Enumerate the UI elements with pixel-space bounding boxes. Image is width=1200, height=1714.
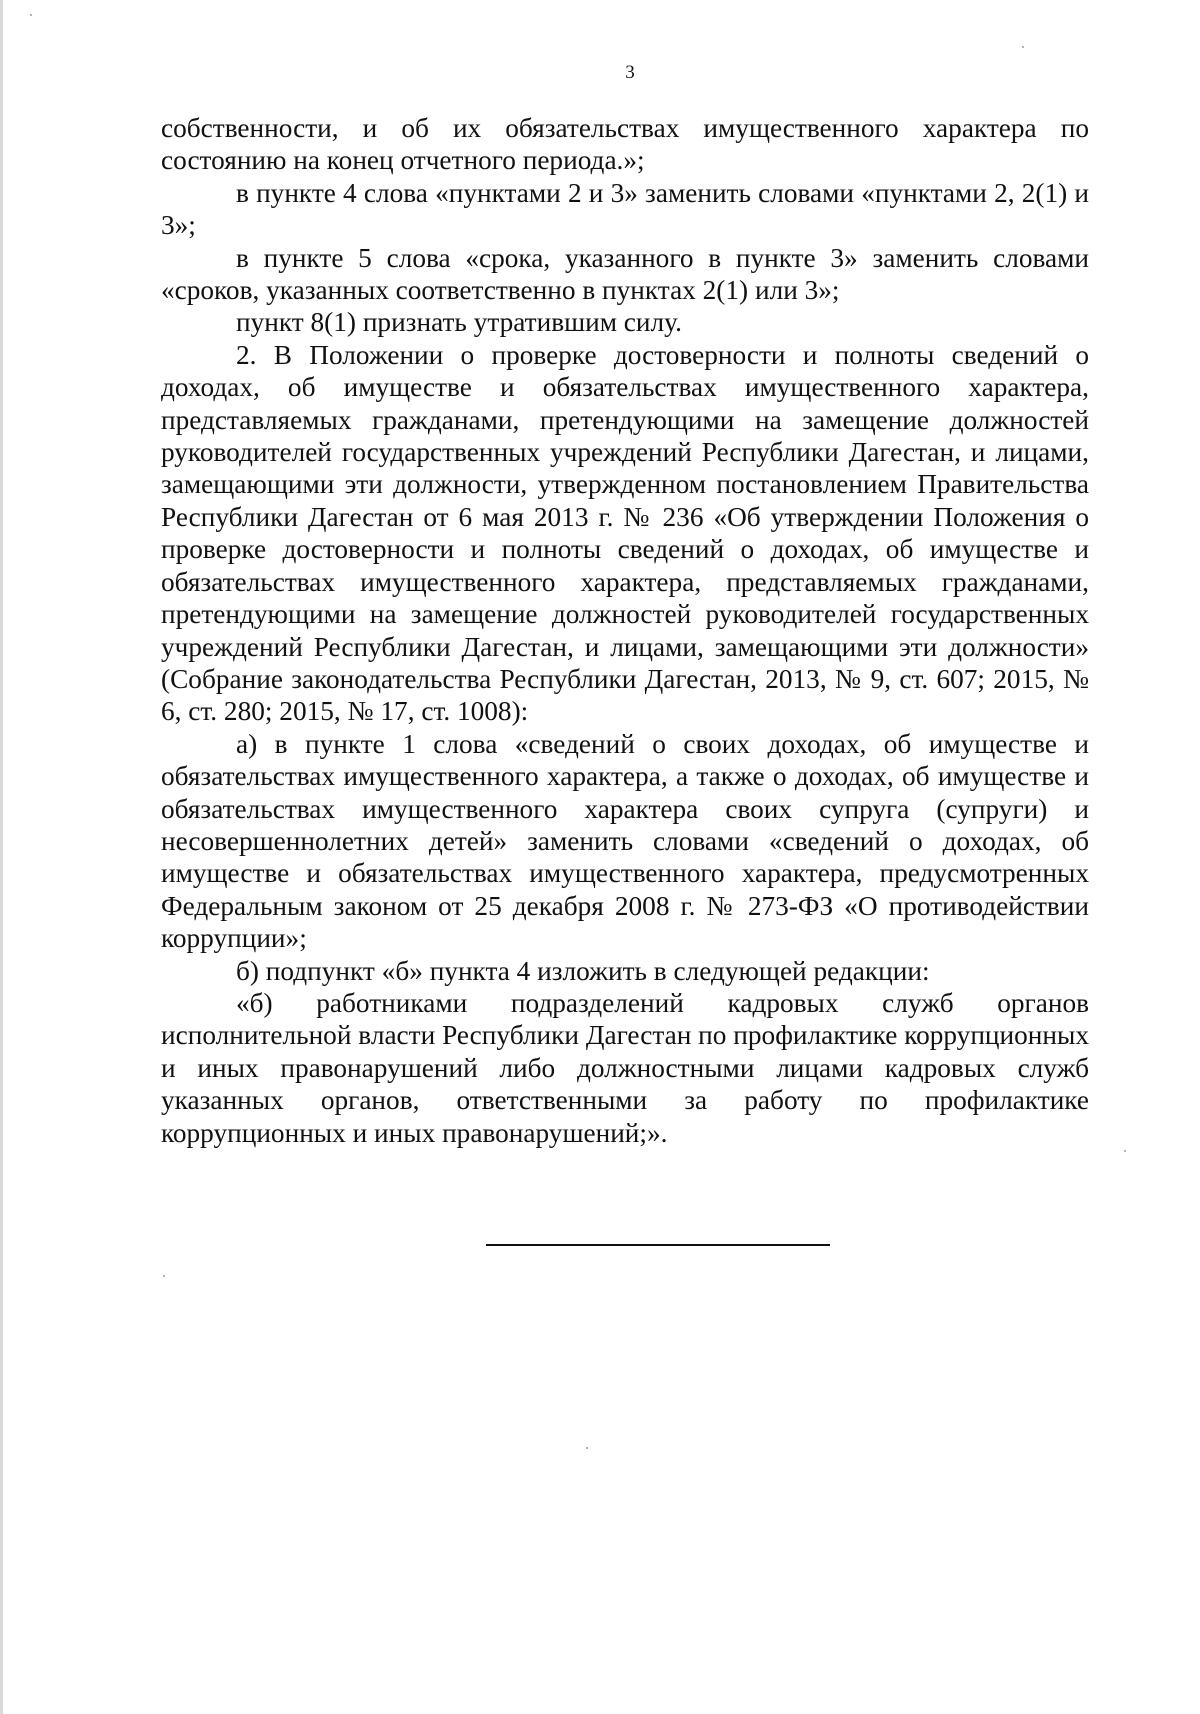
paragraph-point-8-repeal: пункт 8(1) признать утратившим силу. <box>236 307 682 338</box>
paragraph-item-b: б) подпункт «б» пункта 4 изложить в следующей редакции: <box>236 955 930 986</box>
paragraph-continuation: собственности, и об их обязательствах имущественного характера по состоянию на конец отчетного периода.»; <box>161 113 1089 176</box>
paragraph-item-b-text: «б) работниками подразделений кадровых служб органов исполнительной власти Республики Дагестан по профилактике коррупционных и иных правонарушений либо должностными лицами кадровых служб указанных органов, ответственными за работу по профилактике коррупционных и иных правонарушений;». <box>161 987 1089 1148</box>
page-number: 3 <box>625 62 635 83</box>
end-of-text-rule <box>486 1244 830 1246</box>
scan-speck <box>1022 46 1024 48</box>
scan-speck <box>1124 1150 1126 1152</box>
scan-speck <box>586 1447 588 1449</box>
paragraph-section-2: 2. В Положении о проверке достоверности и полноты сведений о доходах, об имуществе и обязательствах имущественного характера, представляемых гражданами, претендующими на замещение должностей руководителей государственных учреждений Республики Дагестан, и лицами, замещающими эти должности, утвержденном постановлением Правительства Республики Дагестан от 6 мая 2013 г. № 236 «Об утверждении Положения о проверке достоверности и полноты сведений о доходах, об имуществе и обязательствах имущественного характера, представляемых гражданами, претендующими на замещение должностей руководителей государственных учреждений Республики Дагестан, и лицами, замещающими эти должности» (Собрание законодательства Республики Дагестан, 2013, № 9, ст. 607; 2015, № 6, ст. 280; 2015, № 17, ст. 1008): <box>161 339 1089 727</box>
paragraph-item-a: а) в пункте 1 слова «сведений о своих доходах, об имуществе и обязательствах имущественного характера, а также о доходах, об имуществе и обязательствах имущественного характера своих супруга (супруги) и несовершеннолетних детей» заменить словами «сведений о доходах, об имуществе и обязательствах имущественного характера, предусмотренных Федеральным законом от 25 декабря 2008 г. № 273-ФЗ «О противодействии коррупции»; <box>161 728 1089 954</box>
scan-edge <box>0 0 3 1714</box>
paragraph-point-5-amendment: в пункте 5 слова «срока, указанного в пункте 3» заменить словами «сроков, указанных соответственно в пунктах 2(1) или 3»; <box>161 242 1089 306</box>
scan-speck <box>30 14 32 16</box>
document-body <box>161 112 1089 1149</box>
scan-speck <box>163 1275 165 1277</box>
paragraph-point-4-amendment: в пункте 4 слова «пунктами 2 и 3» заменить словами «пунктами 2, 2(1) и 3»; <box>161 177 1089 241</box>
